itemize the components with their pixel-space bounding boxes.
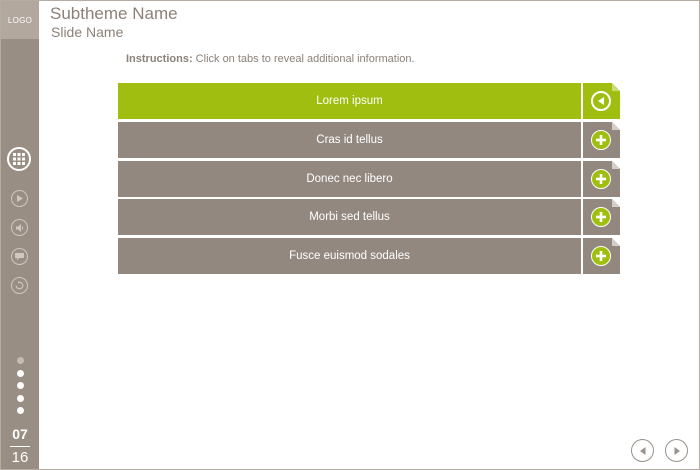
previous-button[interactable]: [631, 439, 654, 462]
next-button[interactable]: [665, 439, 688, 462]
audio-button[interactable]: [11, 219, 28, 236]
plus-icon: [596, 174, 606, 184]
subtheme-title: Subtheme Name: [50, 4, 178, 23]
collapse-button[interactable]: [583, 83, 620, 119]
arrow-right-icon: [673, 447, 681, 455]
page-current: 07: [12, 426, 28, 442]
tab-morbi-sed-tellus[interactable]: [118, 199, 620, 235]
plus-circle[interactable]: [591, 246, 611, 266]
tab-label[interactable]: Fusce euismod sodales: [118, 238, 581, 274]
progress-dot: [17, 395, 24, 402]
tab-label[interactable]: Lorem ipsum: [118, 83, 581, 119]
plus-icon: [596, 135, 606, 145]
tab-label[interactable]: Morbi sed tellus: [118, 199, 581, 235]
progress-dot: [17, 382, 24, 389]
logo: LOGO: [1, 1, 39, 39]
speaker-icon: [16, 224, 24, 232]
expand-button[interactable]: [583, 238, 620, 274]
instructions: [126, 53, 415, 65]
grid-icon: [13, 153, 25, 165]
instructions-label: Instructions:: [126, 53, 193, 65]
page-divider: [10, 446, 30, 447]
progress-dots: [15, 357, 25, 420]
expand-button[interactable]: [583, 199, 620, 235]
play-button[interactable]: [11, 190, 28, 207]
collapse-circle[interactable]: [591, 91, 611, 111]
tab-donec-nec-libero[interactable]: [118, 161, 620, 197]
tab-fusce-euismod-sodales[interactable]: [118, 238, 620, 274]
page-total: 16: [11, 449, 29, 466]
replay-button[interactable]: [11, 277, 28, 294]
plus-icon: [596, 212, 606, 222]
tab-label[interactable]: Cras id tellus: [118, 122, 581, 158]
plus-circle[interactable]: [591, 130, 611, 150]
play-icon: [16, 195, 23, 202]
expand-button[interactable]: [583, 122, 620, 158]
sidebar: [1, 1, 39, 469]
replay-icon: [15, 281, 24, 290]
plus-icon: [596, 251, 606, 261]
speech-bubble-icon: [15, 253, 24, 261]
tab-cras-id-tellus[interactable]: [118, 122, 620, 158]
plus-circle[interactable]: [591, 207, 611, 227]
plus-circle[interactable]: [591, 169, 611, 189]
expand-button[interactable]: [583, 161, 620, 197]
collapse-arrow-icon: [597, 97, 605, 105]
progress-dot: [17, 407, 24, 414]
arrow-left-icon: [639, 447, 647, 455]
menu-grid-button[interactable]: [7, 147, 31, 171]
tab-lorem-ipsum[interactable]: [118, 83, 620, 119]
tab-label[interactable]: Donec nec libero: [118, 161, 581, 197]
progress-dot: [17, 357, 24, 364]
progress-dot: [17, 370, 24, 377]
slide-title: Slide Name: [51, 24, 124, 40]
instructions-text: Click on tabs to reveal additional information.: [192, 53, 415, 65]
comments-button[interactable]: [11, 248, 28, 265]
